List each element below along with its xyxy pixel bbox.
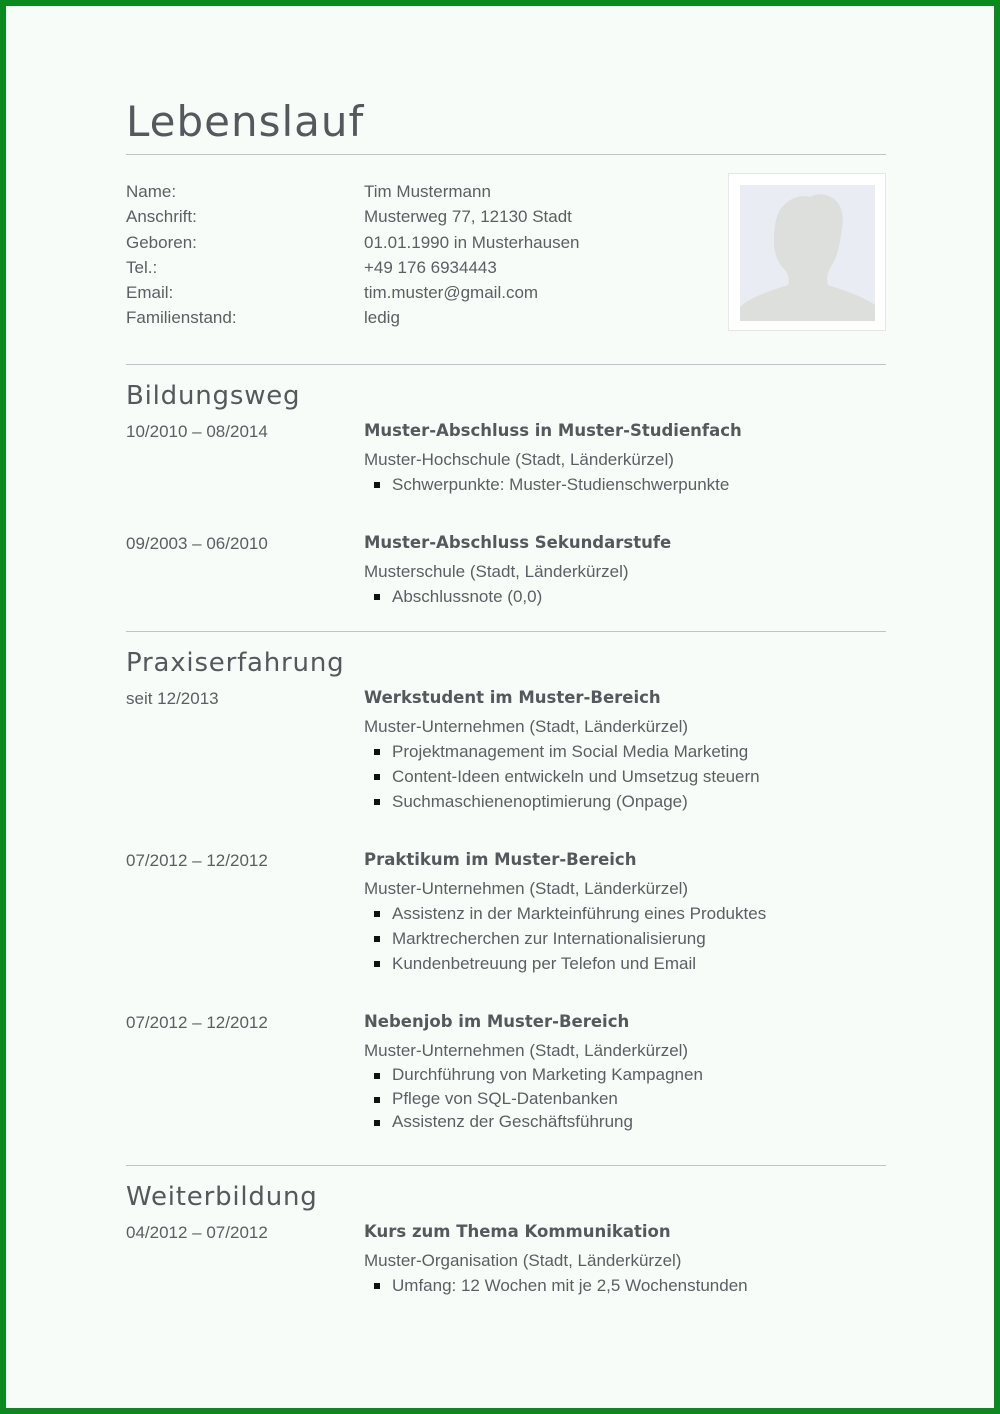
section-bildungsweg bbox=[126, 379, 886, 413]
entry-title: Praktikum im Muster-Bereich bbox=[364, 850, 637, 869]
entry-bullets bbox=[364, 472, 886, 497]
personal-label: Tel.: bbox=[126, 257, 158, 277]
divider bbox=[126, 631, 886, 632]
divider bbox=[126, 1165, 886, 1166]
entry-organization: Muster-Hochschule (Stadt, Länderkürzel) bbox=[364, 450, 674, 469]
entry-title: Werkstudent im Muster-Bereich bbox=[364, 688, 661, 707]
entry-date: 09/2003 – 06/2010 bbox=[126, 534, 268, 553]
divider bbox=[126, 154, 886, 155]
list-item: Umfang: 12 Wochen mit je 2,5 Wochenstunden bbox=[364, 1273, 886, 1298]
entry-title: Muster-Abschluss in Muster-Studienfach bbox=[364, 421, 742, 440]
education-entry bbox=[126, 531, 886, 609]
list-item: Kundenbetreuung per Telefon und Email bbox=[364, 951, 886, 976]
cv-content bbox=[126, 94, 886, 1298]
entry-bullets bbox=[364, 901, 886, 976]
entry-organization: Muster-Organisation (Stadt, Länderkürzel) bbox=[364, 1250, 682, 1270]
list-item: Abschlussnote (0,0) bbox=[364, 584, 886, 609]
personal-label: Email: bbox=[126, 283, 174, 303]
profile-photo bbox=[728, 173, 886, 331]
entry-organization: Muster-Unternehmen (Stadt, Länderkürzel) bbox=[364, 717, 689, 736]
list-item: Schwerpunkte: Muster-Studienschwerpunkte bbox=[364, 472, 886, 497]
section-heading: Bildungsweg bbox=[126, 381, 301, 411]
personal-info bbox=[126, 179, 886, 337]
personal-label: Name: bbox=[126, 182, 177, 201]
entry-bullets bbox=[364, 584, 886, 609]
list-item: Assistenz in der Markteinführung eines Produktes bbox=[364, 901, 886, 926]
entry-date: seit 12/2013 bbox=[126, 689, 219, 708]
personal-value: Musterweg 77, 12130 Stadt bbox=[364, 207, 572, 227]
personal-value: tim.muster@gmail.com bbox=[364, 283, 539, 303]
entry-title: Muster-Abschluss Sekundarstufe bbox=[364, 533, 672, 552]
entry-date: 10/2010 – 08/2014 bbox=[126, 422, 268, 441]
personal-value: ledig bbox=[364, 308, 400, 328]
section-praxiserfahrung bbox=[126, 646, 886, 680]
personal-value: Tim Mustermann bbox=[364, 182, 491, 201]
cv-page bbox=[6, 6, 994, 1408]
page-title: Lebenslauf bbox=[126, 97, 365, 146]
entry-organization: Muster-Unternehmen (Stadt, Länderkürzel) bbox=[364, 1041, 689, 1060]
entry-title: Kurs zum Thema Kommunikation bbox=[364, 1221, 671, 1241]
education-entry bbox=[126, 419, 886, 497]
person-silhouette-icon bbox=[740, 185, 875, 321]
list-item: Suchmaschienenoptimierung (Onpage) bbox=[364, 789, 886, 814]
list-item: Content-Ideen entwickeln und Umsetzug steuern bbox=[364, 764, 886, 789]
entry-bullets bbox=[364, 1273, 886, 1298]
experience-entry bbox=[126, 686, 886, 814]
entry-date: 07/2012 – 12/2012 bbox=[126, 1013, 268, 1032]
section-heading: Weiterbildung bbox=[126, 1181, 318, 1212]
entry-date: 04/2012 – 07/2012 bbox=[126, 1222, 268, 1242]
entry-organization: Musterschule (Stadt, Länderkürzel) bbox=[364, 562, 629, 581]
experience-entry bbox=[126, 1010, 886, 1134]
personal-value: +49 176 6934443 bbox=[364, 257, 497, 277]
training-entry bbox=[126, 1220, 886, 1298]
section-heading: Praxiserfahrung bbox=[126, 648, 345, 678]
entry-organization: Muster-Unternehmen (Stadt, Länderkürzel) bbox=[364, 879, 689, 898]
entry-title: Nebenjob im Muster-Bereich bbox=[364, 1012, 630, 1031]
section-weiterbildung bbox=[126, 1180, 886, 1214]
entry-date: 07/2012 – 12/2012 bbox=[126, 851, 268, 870]
personal-label: Familienstand: bbox=[126, 308, 237, 328]
personal-label: Geboren: bbox=[126, 232, 197, 252]
entry-bullets bbox=[364, 1063, 886, 1134]
list-item: Assistenz der Geschäftsführung bbox=[364, 1110, 886, 1134]
divider bbox=[126, 364, 886, 365]
list-item: Projektmanagement im Social Media Marketing bbox=[364, 739, 886, 764]
entry-bullets bbox=[364, 739, 886, 814]
list-item: Marktrecherchen zur Internationalisierung bbox=[364, 926, 886, 951]
experience-entry bbox=[126, 848, 886, 976]
personal-label: Anschrift: bbox=[126, 207, 197, 227]
list-item: Durchführung von Marketing Kampagnen bbox=[364, 1063, 886, 1087]
list-item: Pflege von SQL-Datenbanken bbox=[364, 1087, 886, 1111]
personal-value: 01.01.1990 in Musterhausen bbox=[364, 232, 580, 252]
